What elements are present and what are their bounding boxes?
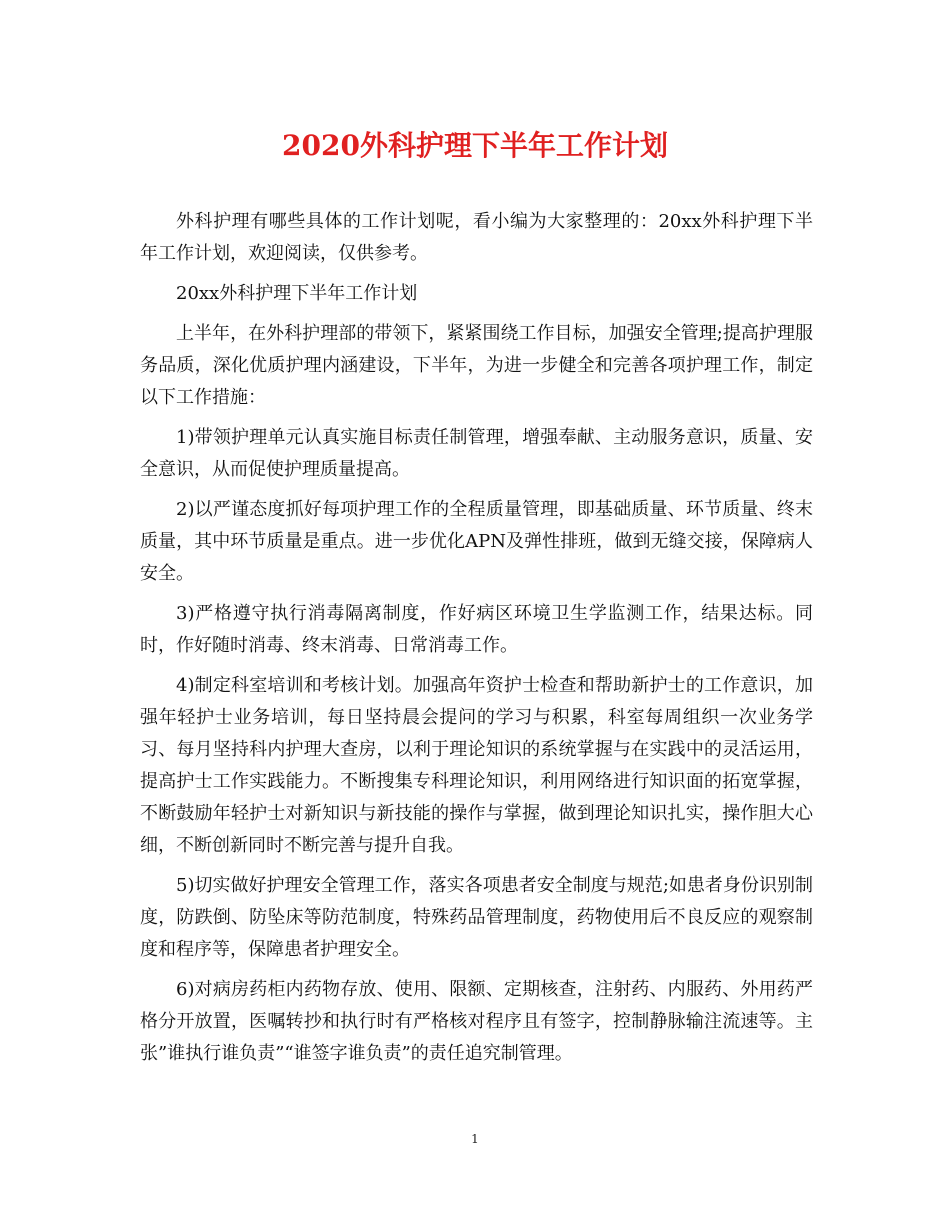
section-heading: 20xx外科护理下半年工作计划 bbox=[176, 283, 418, 304]
measure-5-paragraph: 5)切实做好护理安全管理工作，落实各项患者安全制度与规范;如患者身份识别制度，防跌倒、防坠床等防范制度，特殊药品管理制度，药物使用后不良反应的观察制度和程序等，保障患者护理安全。 bbox=[140, 875, 813, 960]
measure-6-paragraph: 6)对病房药柜内药物存放、使用、限额、定期核查，注射药、内服药、外用药严格分开放置，医嘱转抄和执行时有严格核对程序且有签字，控制静脉输注流速等。主张”谁执行谁负责”“谁签字谁负责”的责任追究制管理。 bbox=[140, 979, 813, 1064]
document-body bbox=[140, 206, 813, 1078]
overview-paragraph: 上半年，在外科护理部的带领下，紧紧围绕工作目标，加强安全管理;提高护理服务品质，深化优质护理内涵建设，下半年，为进一步健全和完善各项护理工作，制定以下工作措施： bbox=[140, 323, 813, 408]
measure-1-paragraph: 1)带领护理单元认真实施目标责任制管理，增强奉献、主动服务意识，质量、安全意识，从而促使护理质量提高。 bbox=[140, 427, 813, 480]
measure-2-paragraph: 2)以严谨态度抓好每项护理工作的全程质量管理，即基础质量、环节质量、终末质量，其中环节质量是重点。进一步优化APN及弹性排班，做到无缝交接，保障病人安全。 bbox=[140, 499, 813, 584]
intro-paragraph: 外科护理有哪些具体的工作计划呢，看小编为大家整理的：20xx外科护理下半年工作计划，欢迎阅读，仅供参考。 bbox=[140, 211, 813, 264]
document-title: 2020外科护理下半年工作计划 bbox=[282, 129, 668, 162]
measure-3-paragraph: 3)严格遵守执行消毒隔离制度，作好病区环境卫生学监测工作，结果达标。同时，作好随时消毒、终末消毒、日常消毒工作。 bbox=[140, 603, 813, 656]
page-number: 1 bbox=[471, 1132, 479, 1146]
measure-4-paragraph: 4)制定科室培训和考核计划。加强高年资护士检查和帮助新护士的工作意识，加强年轻护士业务培训，每日坚持晨会提问的学习与积累，科室每周组织一次业务学习、每月坚持科内护理大查房，以利于理论知识的系统掌握与在实践中的灵活运用，提高护士工作实践能力。不断搜集专科理论知识，利用网络进行知识面的拓宽掌握，不断鼓励年轻护士对新知识与新技能的操作与掌握，做到理论知识扎实，操作胆大心细，不断创新同时不断完善与提升自我。 bbox=[140, 675, 813, 856]
